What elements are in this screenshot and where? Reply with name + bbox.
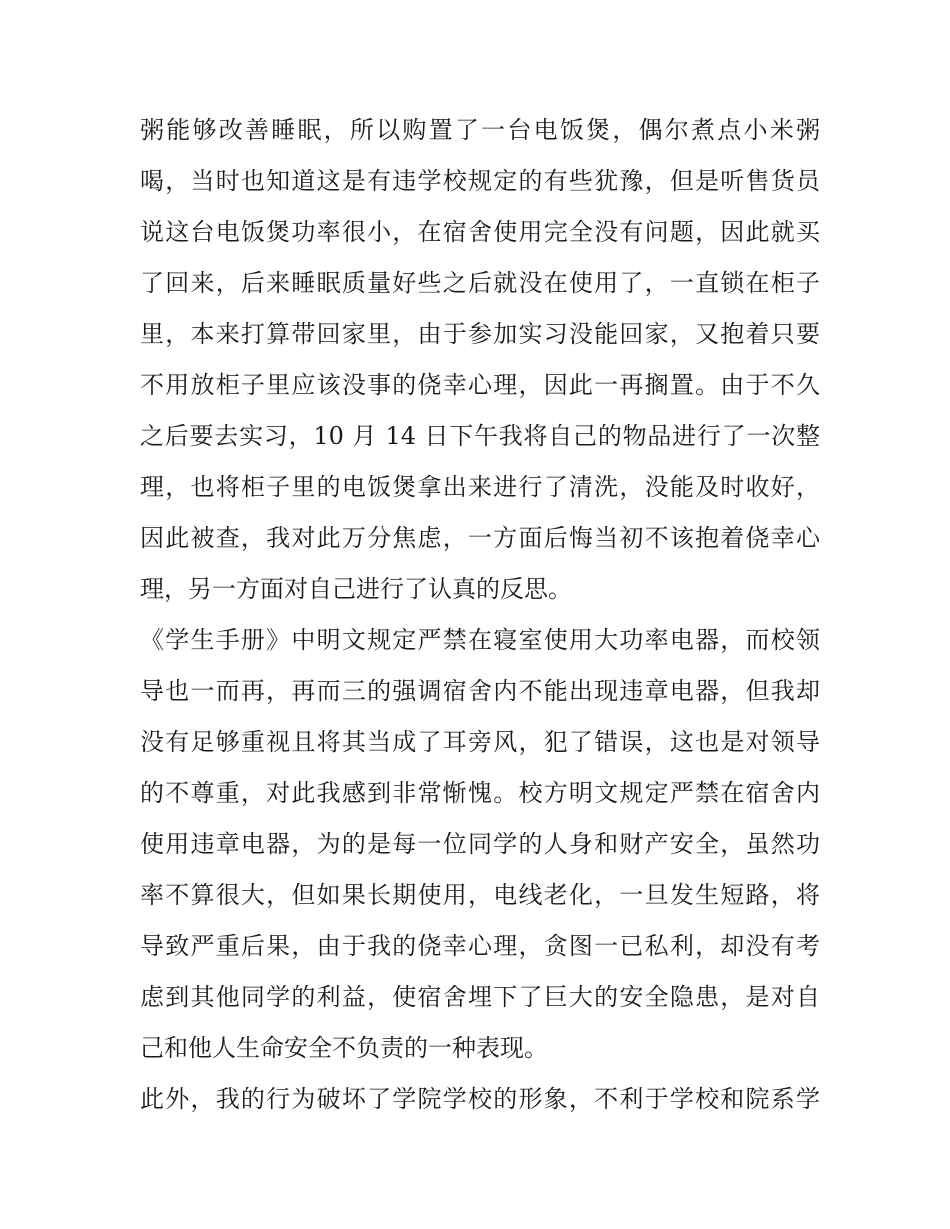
paragraph-2-line-2: 导也一而再，再而三的强调宿舍内不能出现违章电器，但我却 bbox=[140, 677, 820, 705]
paragraph-1-line-9: 因此被查，我对此万分焦虑，一方面后悔当初不该抱着侥幸心 bbox=[140, 524, 820, 552]
paragraph-1-line-6: 不用放柜子里应该没事的侥幸心理，因此一再搁置。由于不久 bbox=[140, 371, 820, 399]
paragraph-1-line-8: 理，也将柜子里的电饭煲拿出来进行了清洗，没能及时收好， bbox=[140, 473, 820, 501]
paragraph-2-line-5: 使用违章电器，为的是每一位同学的人身和财产安全，虽然功 bbox=[140, 830, 820, 858]
paragraph-2-line-9: 己和他人生命安全不负责的一种表现。 bbox=[140, 1034, 548, 1062]
paragraph-1-line-2: 喝，当时也知道这是有违学校规定的有些犹豫，但是听售货员 bbox=[140, 167, 820, 195]
paragraph-1-line-10: 理，另一方面对自己进行了认真的反思。 bbox=[140, 575, 572, 603]
paragraph-3-line-1: 此外，我的行为破坏了学院学校的形象，不利于学校和院系学 bbox=[140, 1085, 820, 1113]
paragraph-1-line-1: 粥能够改善睡眠，所以购置了一台电饭煲，偶尔煮点小米粥 bbox=[140, 116, 820, 144]
paragraph-2-line-6: 率不算很大，但如果长期使用，电线老化，一旦发生短路，将 bbox=[140, 881, 820, 909]
paragraph-2-line-8: 虑到其他同学的利益，使宿舍埋下了巨大的安全隐患，是对自 bbox=[140, 983, 820, 1011]
paragraph-2-line-3: 没有足够重视且将其当成了耳旁风，犯了错误，这也是对领导 bbox=[140, 728, 820, 756]
paragraph-1-line-5: 里，本来打算带回家里，由于参加实习没能回家，又抱着只要 bbox=[140, 320, 820, 348]
paragraph-2-line-7: 导致严重后果，由于我的侥幸心理，贪图一已私利，却没有考 bbox=[140, 932, 820, 960]
paragraph-2-line-4: 的不尊重，对此我感到非常惭愧。校方明文规定严禁在宿舍内 bbox=[140, 779, 820, 807]
paragraph-2-line-1: 《学生手册》中明文规定严禁在寝室使用大功率电器，而校领 bbox=[140, 626, 820, 654]
paragraph-1-line-7: 之后要去实习，10 月 14 日下午我将自己的物品进行了一次整 bbox=[140, 422, 820, 450]
paragraph-1-line-3: 说这台电饭煲功率很小，在宿舍使用完全没有问题，因此就买 bbox=[140, 218, 820, 246]
paragraph-1-line-4: 了回来，后来睡眠质量好些之后就没在使用了，一直锁在柜子 bbox=[140, 269, 820, 297]
